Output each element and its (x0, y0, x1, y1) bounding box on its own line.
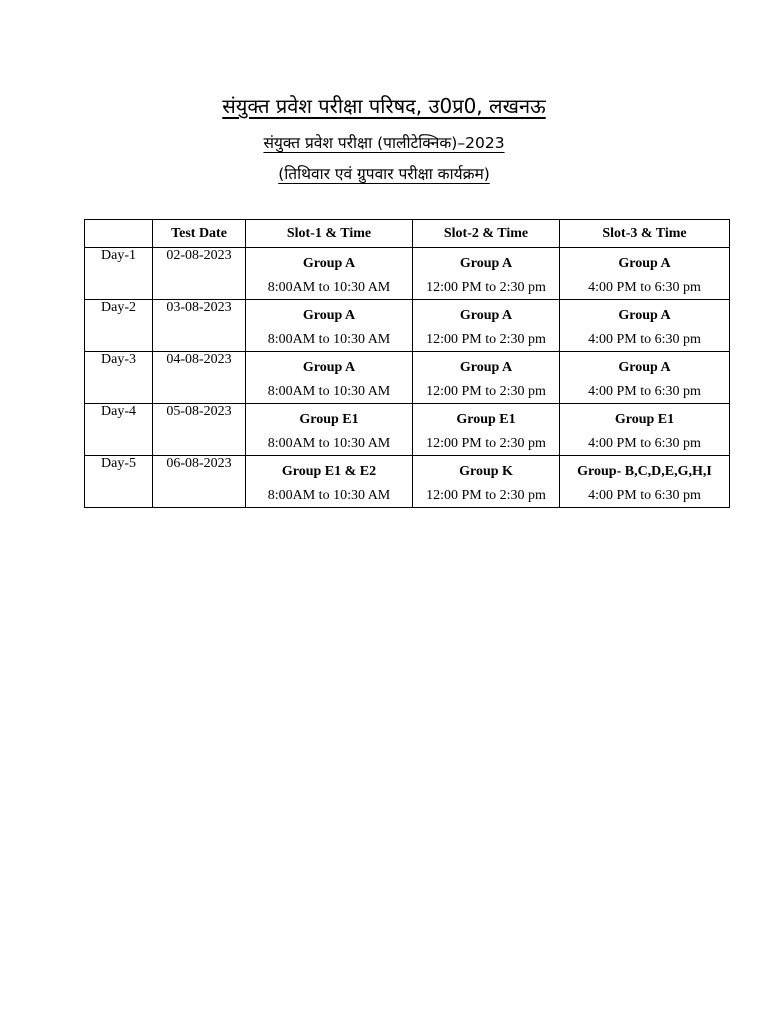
slot-group: Group- B,C,D,E,G,H,I (577, 464, 712, 479)
date-cell: 06-08-2023 (153, 456, 246, 508)
slot-time: 4:00 PM to 6:30 pm (588, 436, 701, 451)
slot-group: Group K (459, 464, 513, 479)
column-header-day (85, 220, 153, 248)
slot-time: 8:00AM to 10:30 AM (267, 332, 391, 347)
column-header-test-date: Test Date (153, 220, 246, 248)
slot-group: Group A (302, 256, 356, 271)
date-cell: 04-08-2023 (153, 352, 246, 404)
date-cell: 02-08-2023 (153, 248, 246, 300)
slot-group: Group E1 (456, 412, 516, 427)
slot-time: 8:00AM to 10:30 AM (267, 488, 391, 503)
table-row (85, 248, 730, 300)
slot-time: 8:00AM to 10:30 AM (267, 280, 391, 295)
slot-3-cell (560, 404, 730, 456)
slot-time: 12:00 PM to 2:30 pm (426, 332, 546, 347)
slot-1-cell (246, 248, 413, 300)
slot-group: Group A (459, 256, 513, 271)
date-cell: 03-08-2023 (153, 300, 246, 352)
day-cell: Day-1 (85, 248, 153, 300)
table-header-row (85, 220, 730, 248)
slot-group: Group A (618, 360, 671, 375)
slot-2-cell (413, 300, 560, 352)
slot-group: Group A (459, 360, 513, 375)
table-row (85, 456, 730, 508)
slot-time: 12:00 PM to 2:30 pm (426, 280, 546, 295)
slot-1-cell (246, 352, 413, 404)
slot-time: 4:00 PM to 6:30 pm (588, 488, 701, 503)
slot-time: 12:00 PM to 2:30 pm (426, 436, 546, 451)
schedule-subtitle-text: (तिथिवार एवं ग्रुपवार परीक्षा कार्यक्रम) (278, 165, 490, 183)
slot-2-cell (413, 456, 560, 508)
council-title (0, 92, 768, 119)
day-cell: Day-5 (85, 456, 153, 508)
table-row (85, 404, 730, 456)
slot-time: 12:00 PM to 2:30 pm (426, 384, 546, 399)
council-title-text: संयुक्त प्रवेश परीक्षा परिषद, उ0प्र0, लखनऊ (222, 94, 546, 118)
schedule-subtitle (0, 162, 768, 184)
slot-1-cell (246, 404, 413, 456)
slot-group: Group A (302, 360, 356, 375)
slot-2-cell (413, 352, 560, 404)
slot-time: 12:00 PM to 2:30 pm (426, 488, 546, 503)
exam-schedule-table (84, 219, 730, 508)
table-row (85, 352, 730, 404)
slot-time: 8:00AM to 10:30 AM (267, 436, 391, 451)
day-cell: Day-3 (85, 352, 153, 404)
slot-group: Group A (459, 308, 513, 323)
slot-group: Group A (618, 308, 671, 323)
slot-2-cell (413, 404, 560, 456)
column-header-slot-2: Slot-2 & Time (413, 220, 560, 248)
slot-time: 4:00 PM to 6:30 pm (588, 384, 701, 399)
slot-3-cell (560, 248, 730, 300)
column-header-slot-3: Slot-3 & Time (560, 220, 730, 248)
date-cell: 05-08-2023 (153, 404, 246, 456)
slot-3-cell (560, 300, 730, 352)
slot-group: Group E1 (614, 412, 675, 427)
slot-group: Group E1 & E2 (281, 464, 377, 479)
day-cell: Day-4 (85, 404, 153, 456)
slot-time: 8:00AM to 10:30 AM (267, 384, 391, 399)
slot-group: Group E1 (299, 412, 359, 427)
slot-time: 4:00 PM to 6:30 pm (588, 280, 701, 295)
slot-time: 4:00 PM to 6:30 pm (588, 332, 701, 347)
slot-3-cell (560, 352, 730, 404)
day-cell: Day-2 (85, 300, 153, 352)
slot-3-cell (560, 456, 730, 508)
slot-2-cell (413, 248, 560, 300)
exam-title (0, 131, 768, 153)
column-header-slot-1: Slot-1 & Time (246, 220, 413, 248)
table-row (85, 300, 730, 352)
slot-group: Group A (302, 308, 356, 323)
exam-title-text: संयुक्त प्रवेश परीक्षा (पालीटेक्निक)–2023 (263, 134, 505, 152)
slot-group: Group A (618, 256, 671, 271)
slot-1-cell (246, 300, 413, 352)
slot-1-cell (246, 456, 413, 508)
